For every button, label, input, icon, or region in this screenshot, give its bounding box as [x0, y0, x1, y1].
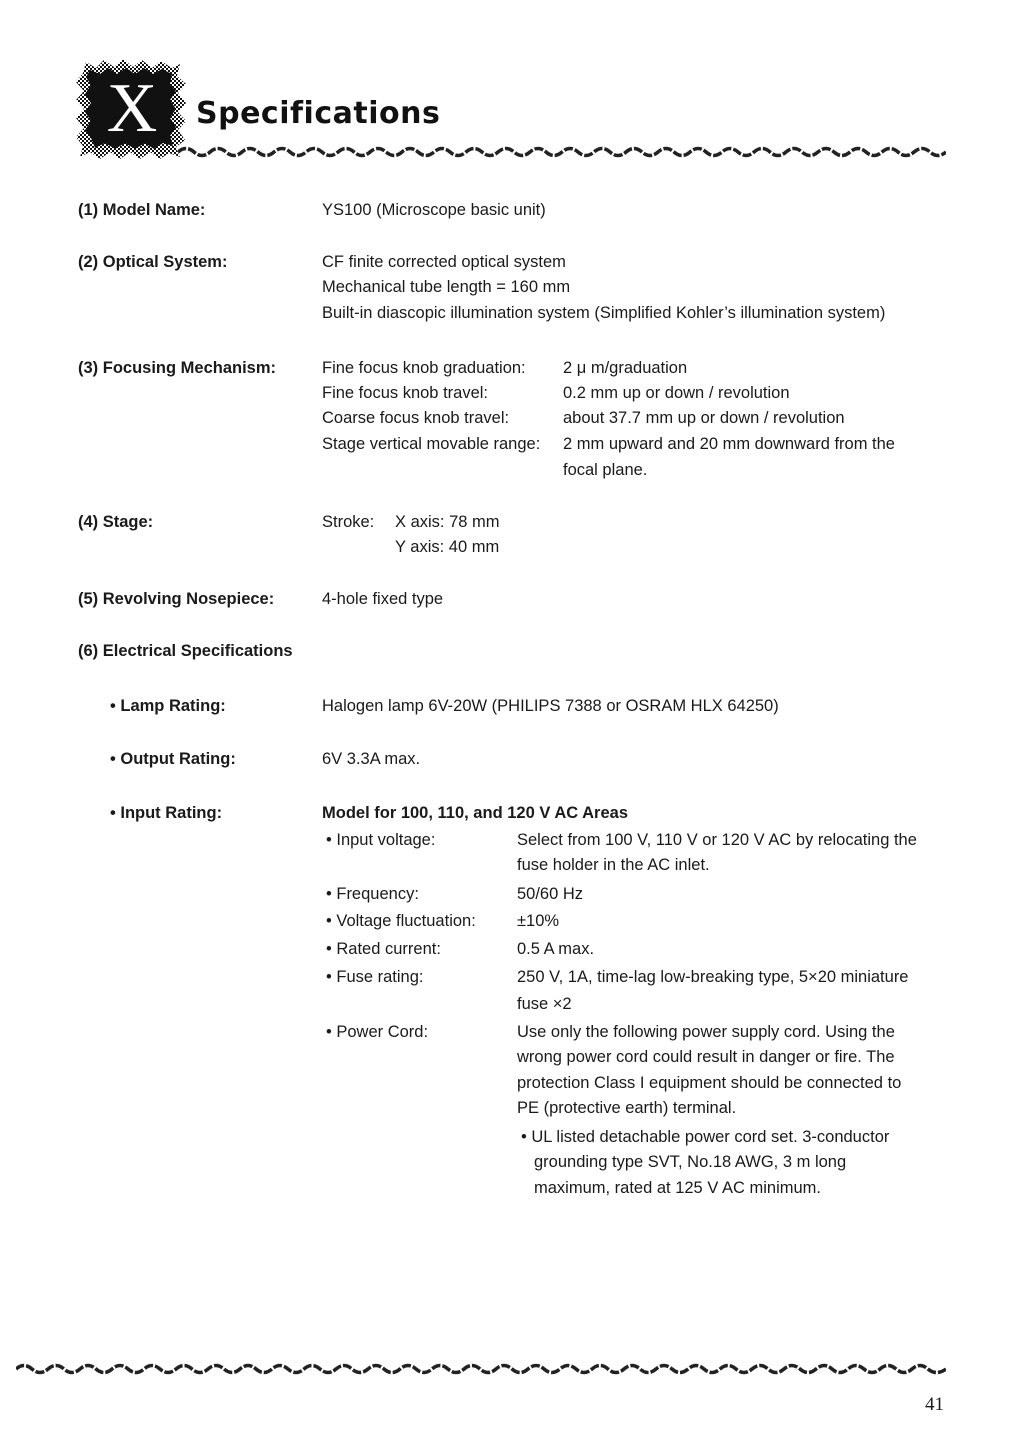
- focusing-key: Fine focus knob travel:: [322, 384, 488, 402]
- model-name-label: (1) Model Name:: [78, 201, 206, 219]
- power-cord-line: Use only the following power supply cord. Using the: [517, 1023, 895, 1041]
- output-rating-label: • Output Rating:: [110, 750, 236, 768]
- power-cord-line: PE (protective earth) terminal.: [517, 1099, 737, 1117]
- optical-system-label: (2) Optical System:: [78, 253, 228, 271]
- power-cord-line: wrong power cord could result in danger or fire. The: [517, 1048, 895, 1066]
- power-cord-sub-line: • UL listed detachable power cord set. 3-conductor: [521, 1128, 890, 1146]
- focusing-key: Stage vertical movable range:: [322, 435, 541, 453]
- input-voltage-key: • Input voltage:: [326, 831, 436, 849]
- page-title: Specifications: [196, 96, 441, 131]
- voltage-fluctuation-value: ±10%: [517, 912, 560, 930]
- stage-label: (4) Stage:: [78, 513, 154, 531]
- frequency-key: • Frequency:: [326, 885, 419, 903]
- rated-current-value: 0.5 A max.: [517, 940, 595, 958]
- focusing-label: (3) Focusing Mechanism:: [78, 359, 277, 377]
- stage-stroke-label: Stroke:: [322, 513, 375, 531]
- power-cord-sub-line: maximum, rated at 125 V AC minimum.: [534, 1179, 822, 1197]
- focusing-value: 2 μ m/graduation: [563, 359, 688, 377]
- input-voltage-value-cont: fuse holder in the AC inlet.: [517, 856, 710, 874]
- input-rating-heading: Model for 100, 110, and 120 V AC Areas: [322, 804, 628, 822]
- page-number: 41: [925, 1394, 944, 1415]
- power-cord-key: • Power Cord:: [326, 1023, 429, 1041]
- focusing-key: Coarse focus knob travel:: [322, 409, 510, 427]
- stage-x-axis: X axis: 78 mm: [395, 513, 500, 531]
- optical-line: CF finite corrected optical system: [322, 253, 566, 271]
- nosepiece-value: 4-hole fixed type: [322, 590, 444, 608]
- nosepiece-label: (5) Revolving Nosepiece:: [78, 590, 275, 608]
- input-voltage-value: Select from 100 V, 110 V or 120 V AC by relocating the: [517, 831, 917, 849]
- voltage-fluctuation-key: • Voltage fluctuation:: [326, 912, 476, 930]
- focusing-value-cont: focal plane.: [563, 461, 648, 479]
- frequency-value: 50/60 Hz: [517, 885, 584, 903]
- focusing-value: 2 mm upward and 20 mm downward from the: [563, 435, 895, 453]
- top-wave-divider: [178, 143, 946, 161]
- fuse-rating-value: 250 V, 1A, time-lag low-breaking type, 5×20 miniature: [517, 968, 909, 986]
- fuse-rating-value-cont: fuse ×2: [517, 995, 572, 1013]
- rated-current-key: • Rated current:: [326, 940, 441, 958]
- output-rating-value: 6V 3.3A max.: [322, 750, 421, 768]
- optical-line: Mechanical tube length = 160 mm: [322, 278, 571, 296]
- lamp-rating-value: Halogen lamp 6V-20W (PHILIPS 7388 or OSRAM HLX 64250): [322, 697, 779, 715]
- electrical-label: (6) Electrical Specifications: [78, 642, 293, 660]
- focusing-value: 0.2 mm up or down / revolution: [563, 384, 790, 402]
- stage-y-axis: Y axis: 40 mm: [395, 538, 500, 556]
- fuse-rating-key: • Fuse rating:: [326, 968, 424, 986]
- focusing-key: Fine focus knob graduation:: [322, 359, 526, 377]
- lamp-rating-label: • Lamp Rating:: [110, 697, 226, 715]
- chapter-badge: [76, 58, 188, 160]
- optical-line: Built-in diascopic illumination system (Simplified Kohler’s illumination system): [322, 304, 886, 322]
- power-cord-line: protection Class I equipment should be connected to: [517, 1074, 902, 1092]
- power-cord-sub-line: grounding type SVT, No.18 AWG, 3 m long: [534, 1153, 847, 1171]
- model-name-value: YS100 (Microscope basic unit): [322, 201, 546, 219]
- bottom-wave-divider: [16, 1360, 946, 1378]
- chapter-numeral: X: [106, 70, 158, 147]
- input-rating-label: • Input Rating:: [110, 804, 223, 822]
- focusing-value: about 37.7 mm up or down / revolution: [563, 409, 845, 427]
